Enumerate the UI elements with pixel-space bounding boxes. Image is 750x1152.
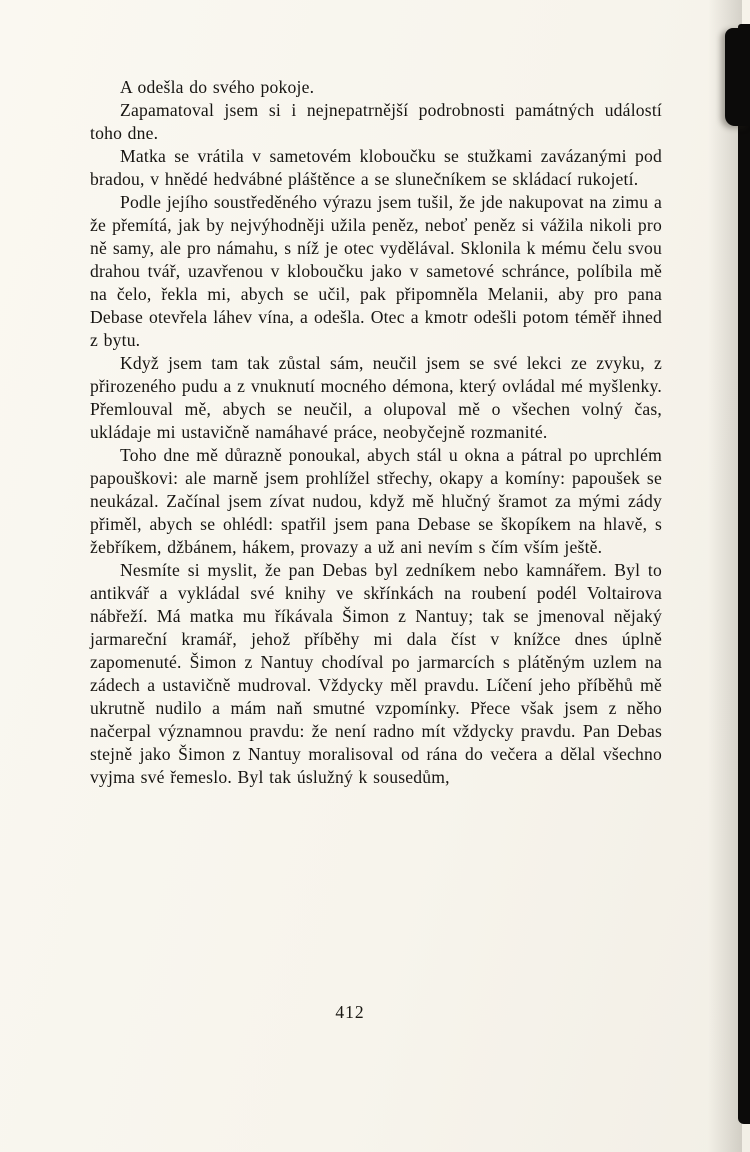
page-edge-shadow <box>708 0 742 1152</box>
paragraph: Matka se vrátila v sametovém kloboučku se stužkami zavázanými pod bradou, v hnědé hedvábné pláštěnce a se slunečníkem se skládací rukojetí. <box>90 146 662 189</box>
scan-edge-strip <box>738 24 750 1124</box>
paragraph: Toho dne mě důrazně ponoukal, abych stál u okna a pátral po uprchlém papouškovi: ale marně jsem prohlížel střechy, okapy a komíny: papoušek se neukázal. Začínal jsem zívat nudou, když mě hlučný šramot za mými zády přiměl, abych se ohlédl: spatřil jsem pana Debase se škopíkem na hlavě, s žebříkem, džbánem, hákem, provazy a už ani nevím s čím vším ještě. <box>90 445 662 557</box>
paragraph: A odešla do svého pokoje. <box>120 77 315 97</box>
paragraph: Zapamatoval jsem si i nejnepatrnější podrobnosti památných událostí toho dne. <box>90 100 662 143</box>
page-number: 412 <box>335 1002 365 1022</box>
scan-edge-corner <box>725 28 750 126</box>
paragraph: Nesmíte si myslit, že pan Debas byl zedníkem nebo kamnářem. Byl to antikvář a vykládal své knihy ve skřínkách na roubení podél Voltairova nábřeží. Má matka mu říkávala Šimon z Nantuy; tak se jmenoval nějaký jarmareční kramář, jehož příběhy mi dala číst v knížce dnes úplně zapomenuté. Šimon z Nantuy chodíval po jarmarcích s plátěným uzlem na zádech a ustavičně mudroval. Vždycky měl pravdu. Líčení jeho příběhů mě ukrutně nudilo a mám naň smutné vzpomínky. Přece však jsem z něho načerpal významnou pravdu: že není radno mít vždycky pravdu. Pan Debas stejně jako Šimon z Nantuy moralisoval od rána do večera a dělal všechno vyjma své řemeslo. Byl tak úslužný k sousedům, <box>90 560 662 787</box>
paragraph: Když jsem tam tak zůstal sám, neučil jsem se své lekci ze zvyku, z přirozeného pudu a z vnuknutí mocného démona, který ovládal mé myšlenky. Přemlouval mě, abych se neučil, a olupoval mě o všechen volný čas, ukládaje mi ustavičně namáhavé práce, neobyčejně rozmanité. <box>90 353 662 442</box>
page-text-block <box>90 76 662 789</box>
paragraph: Podle jejího soustředěného výrazu jsem tušil, že jde nakupovat na zimu a že přemítá, jak by nejvýhodněji užila peněz, neboť peněz si vážila nikoli pro ně samy, ale pro námahu, s níž je otec vydělával. Sklonila k mému čelu svou drahou tvář, uzavřenou v kloboučku jako v sametové schránce, políbila mě na čelo, řekla mi, abych se učil, pak připomněla Melanii, aby pro pana Debase otevřela láhev vína, a odešla. Otec a kmotr odešli potom téměř ihned z bytu. <box>90 192 662 350</box>
